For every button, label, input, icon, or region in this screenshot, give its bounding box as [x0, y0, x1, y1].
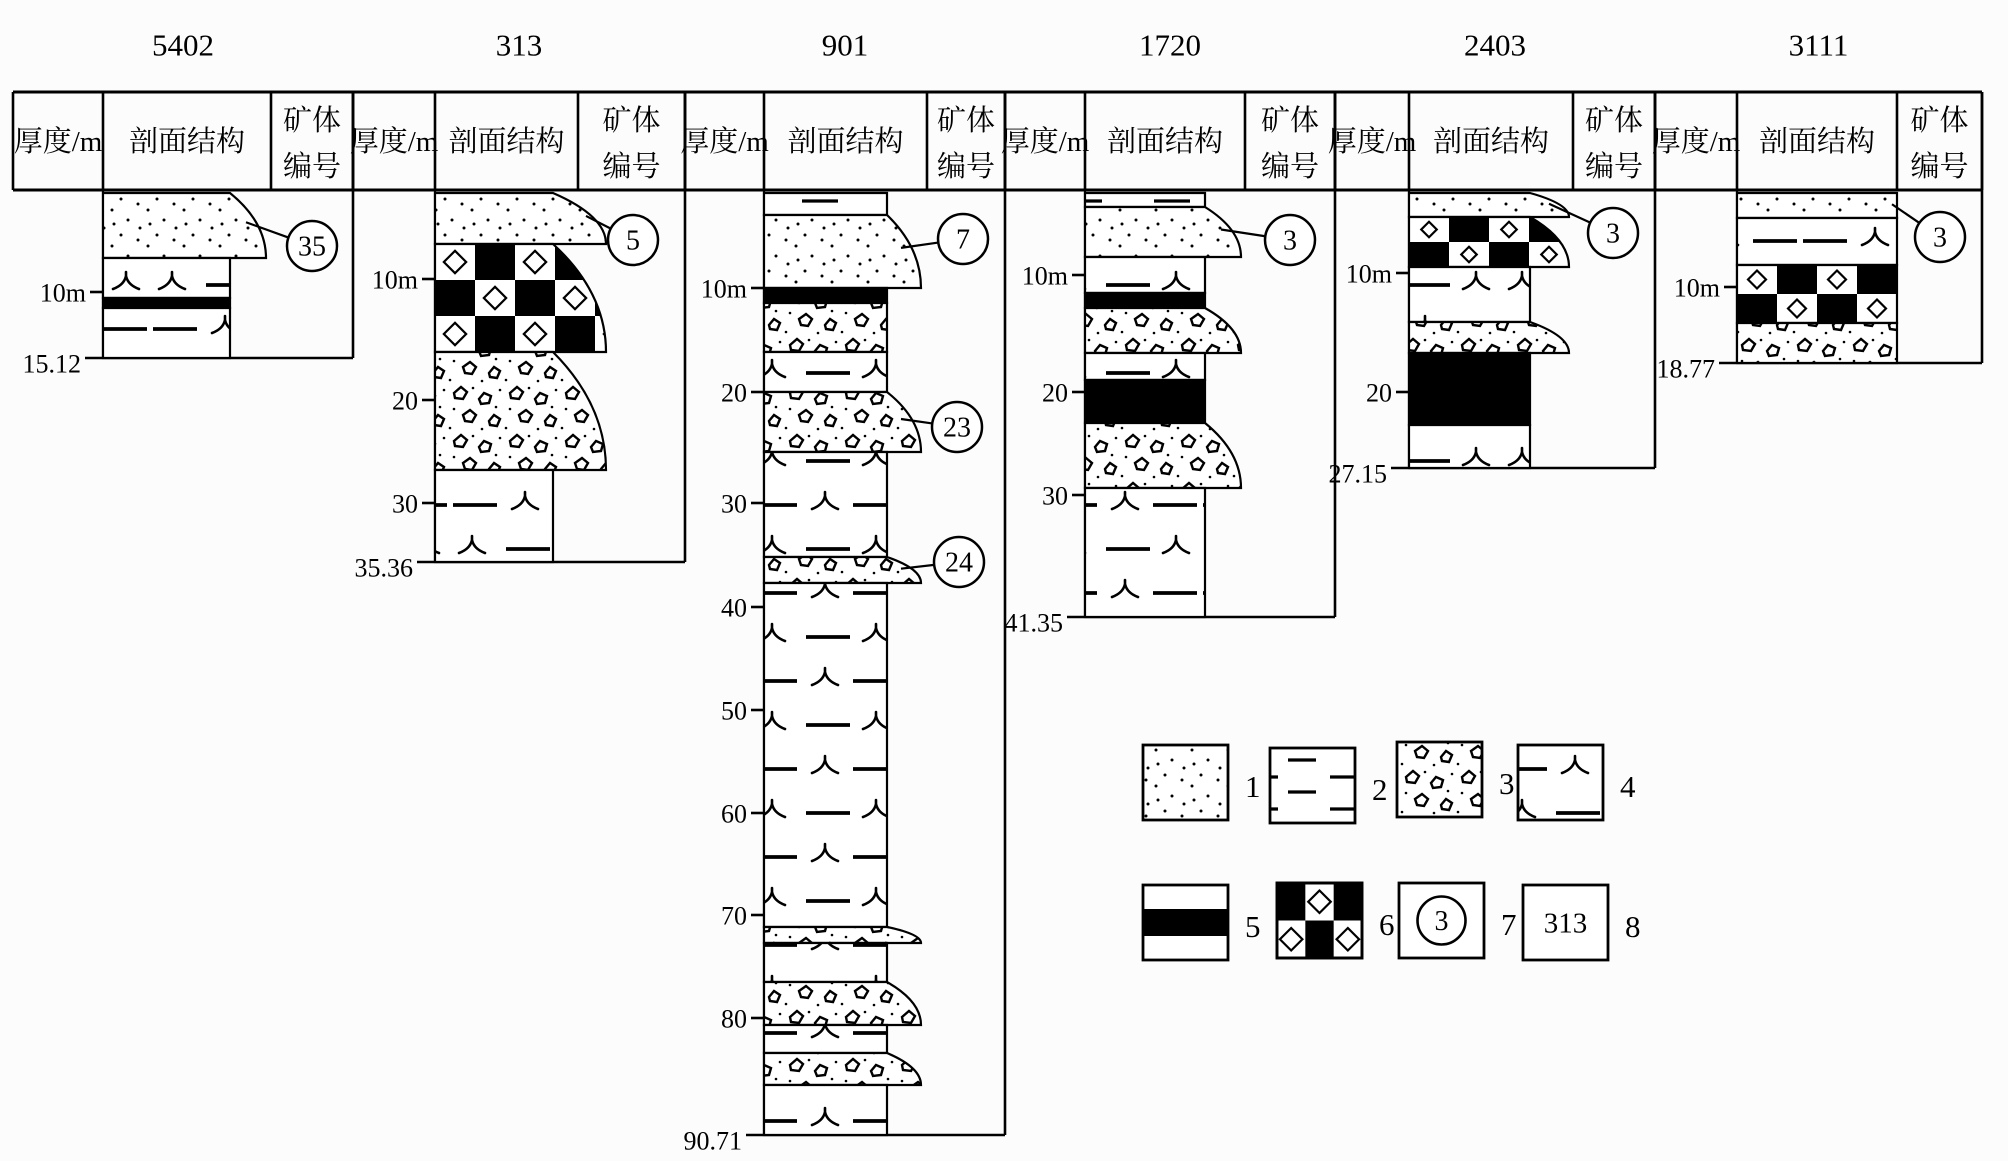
total-depth-label: 41.35 [1004, 608, 1063, 638]
layer-basalt [764, 1085, 887, 1135]
orebody-header: 矿体 [282, 105, 342, 137]
layer-breccia [1409, 322, 1569, 353]
depth-tick-label: 10m [371, 265, 418, 295]
layer-basalt [435, 470, 553, 562]
orebody-number: 23 [943, 412, 971, 444]
ore-checker-layer [1737, 265, 1899, 323]
layer-sandstone [1085, 207, 1241, 257]
layer-breccia [1085, 308, 1241, 353]
legend-box-number: 313 [1543, 907, 1588, 940]
layer-sandstone [1737, 193, 1897, 218]
orebody-header: 编号 [936, 151, 996, 183]
legend-swatch-breccia [1397, 742, 1482, 817]
orebody-header: 矿体 [936, 105, 996, 137]
structure-header: 剖面结构 [128, 126, 246, 158]
thickness-header: 厚度/m [349, 126, 439, 158]
layer-basalt [1085, 488, 1205, 617]
drillhole-column-5402 [13, 28, 353, 379]
depth-tick-label: 70 [721, 901, 747, 931]
legend-item-7 [1399, 883, 1517, 958]
orebody-number: 5 [626, 225, 640, 257]
structure-header: 剖面结构 [1106, 126, 1224, 158]
drillhole-title: 1720 [1139, 27, 1201, 63]
legend-index-number: 4 [1620, 769, 1636, 804]
total-depth-label: 18.77 [1656, 354, 1715, 384]
total-depth-label: 90.71 [683, 1126, 742, 1156]
layer-shale [764, 193, 887, 215]
drillhole-column-901 [680, 28, 1005, 1156]
depth-tick-label: 30 [721, 489, 747, 519]
legend-item-5 [1143, 885, 1261, 960]
layer-breccia [1085, 423, 1241, 488]
legend-item-3 [1397, 742, 1515, 817]
layer-breccia [435, 352, 606, 470]
layer-breccia [764, 982, 921, 1025]
legend-item-4 [1518, 745, 1636, 820]
orebody-number: 3 [1933, 222, 1947, 254]
thickness-header: 厚度/m [680, 126, 769, 158]
ore-diamond-icon [604, 323, 626, 345]
legend-item-8 [1523, 885, 1641, 960]
thickness-header: 厚度/m [13, 126, 103, 158]
layer-basalt [1085, 353, 1205, 380]
orebody-number: 35 [298, 231, 326, 263]
layer-coal [1085, 380, 1205, 423]
legend-index-number: 1 [1245, 769, 1261, 804]
layer-basalt [103, 258, 230, 298]
legend-index-number: 3 [1499, 766, 1515, 801]
legend-item-1 [1143, 745, 1261, 820]
layer-breccia [764, 303, 887, 352]
depth-tick-label: 80 [721, 1004, 747, 1034]
layer-sandstone [103, 193, 266, 258]
structure-header: 剖面结构 [1432, 126, 1550, 158]
layer-basalt [1409, 425, 1530, 468]
legend-circle-number: 3 [1434, 906, 1449, 937]
structure-header: 剖面结构 [448, 126, 565, 158]
orebody-header: 编号 [602, 151, 661, 183]
drillhole-column-3111 [1652, 28, 1982, 384]
legend-index-number: 2 [1372, 772, 1388, 807]
total-depth-label: 15.12 [22, 349, 81, 379]
layer-coal [1085, 293, 1205, 308]
layer-basalt [1737, 218, 1897, 265]
layer-breccia [764, 927, 921, 943]
layer-sandstone [1409, 193, 1569, 217]
layer-basalt [764, 452, 887, 557]
depth-tick-label: 20 [392, 386, 418, 416]
drillhole-column-2403 [1328, 28, 1655, 489]
layer-coal [103, 298, 230, 308]
orebody-header: 矿体 [602, 105, 661, 137]
layer-basalt [764, 943, 887, 982]
depth-tick-label: 20 [1042, 378, 1068, 408]
drillhole-title: 313 [495, 27, 543, 63]
drillhole-title: 3111 [1788, 27, 1849, 63]
layer-breccia [1737, 323, 1897, 363]
orebody-header: 编号 [1260, 151, 1320, 183]
layer-basalt [764, 1025, 887, 1053]
legend-swatch-sandstone [1143, 745, 1228, 820]
drillhole-title: 2403 [1464, 27, 1526, 63]
thickness-header: 厚度/m [1651, 126, 1741, 158]
total-depth-label: 35.36 [354, 553, 413, 583]
layer-shale [1085, 193, 1205, 207]
orebody-number: 3 [1283, 225, 1297, 257]
layer-coal [764, 288, 887, 303]
legend-index-number: 8 [1625, 909, 1641, 944]
orebody-number: 7 [956, 224, 970, 256]
layer-basalt [1409, 267, 1530, 322]
depth-tick-label: 30 [1042, 481, 1068, 511]
legend-index-number: 6 [1379, 907, 1395, 942]
legend-swatch-shale [1270, 748, 1355, 823]
depth-tick-label: 10m [1345, 259, 1392, 289]
legend [1143, 742, 1641, 960]
total-depth-label: 27.15 [1328, 459, 1387, 489]
depth-tick-label: 20 [1366, 378, 1392, 408]
legend-index-number: 5 [1245, 909, 1261, 944]
layer-sandstone [764, 215, 921, 288]
drillhole-title: 901 [821, 27, 869, 63]
thickness-header: 厚度/m [1327, 126, 1417, 158]
orebody-header: 矿体 [1910, 105, 1969, 137]
depth-tick-label: 60 [721, 799, 747, 829]
legend-item-2 [1270, 748, 1388, 823]
figure-root [13, 28, 1982, 1156]
layer-breccia [764, 557, 921, 583]
drillhole-column-313 [350, 28, 685, 583]
thickness-header: 厚度/m [1000, 126, 1090, 158]
orebody-number: 24 [945, 547, 973, 579]
orebody-number: 3 [1606, 218, 1620, 250]
legend-swatch-basalt [1518, 745, 1603, 820]
layer-basalt [103, 308, 230, 358]
layer-basalt [764, 352, 887, 392]
depth-tick-label: 50 [721, 696, 747, 726]
orebody-header: 矿体 [1260, 105, 1320, 137]
layer-basalt [764, 583, 887, 927]
layer-basalt [1085, 257, 1205, 293]
layer-sandstone [435, 193, 606, 244]
legend-index-number: 7 [1501, 907, 1517, 942]
depth-tick-label: 40 [721, 593, 747, 623]
drillhole-title: 5402 [152, 27, 214, 63]
depth-tick-label: 20 [721, 378, 747, 408]
orebody-header: 编号 [1584, 151, 1644, 183]
depth-tick-label: 30 [392, 489, 418, 519]
layer-breccia [764, 392, 921, 452]
legend-item-6 [1277, 883, 1395, 958]
drillhole-column-1720 [1001, 28, 1335, 638]
structure-header: 剖面结构 [787, 126, 904, 158]
layer-breccia [764, 1053, 921, 1085]
orebody-header: 编号 [1910, 151, 1969, 183]
depth-tick-label: 10m [1673, 273, 1720, 303]
depth-tick-label: 10m [1021, 261, 1068, 291]
structure-header: 剖面结构 [1758, 126, 1876, 158]
depth-tick-label: 10m [700, 274, 747, 304]
ore-checker-layer [1409, 217, 1571, 267]
layer-coal [1409, 353, 1530, 425]
depth-tick-label: 10m [39, 278, 86, 308]
orebody-header: 编号 [282, 151, 342, 183]
orebody-header: 矿体 [1584, 105, 1644, 137]
